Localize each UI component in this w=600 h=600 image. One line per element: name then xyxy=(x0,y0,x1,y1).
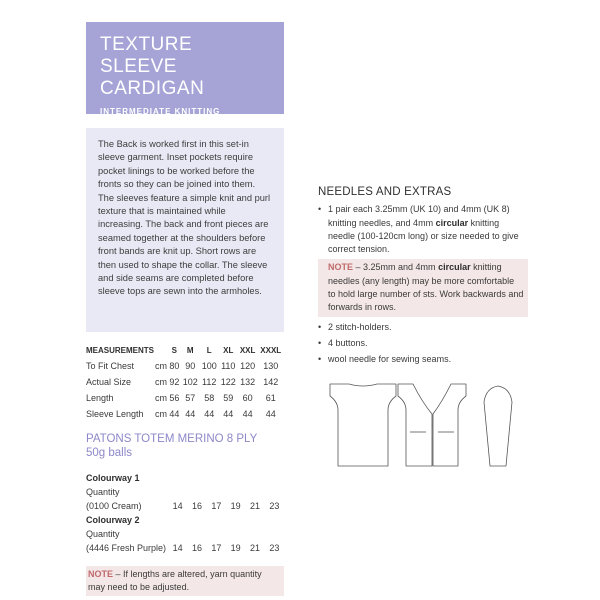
row-unit: cm xyxy=(155,361,168,371)
cell-value: 14 xyxy=(172,543,183,553)
cell-value: 23 xyxy=(269,543,280,553)
cell-value: 16 xyxy=(191,543,202,553)
table-row xyxy=(86,406,284,422)
cell-value: 58 xyxy=(204,393,215,403)
row-unit: cm xyxy=(155,409,168,419)
size-header: L xyxy=(206,345,212,355)
cell-value: 56 xyxy=(169,393,180,403)
cell-value: 44 xyxy=(169,409,180,419)
pattern-title xyxy=(100,34,270,100)
note-label: NOTE xyxy=(88,569,114,579)
title-banner xyxy=(86,22,284,114)
yarn-heading xyxy=(86,432,257,460)
cell-value: 17 xyxy=(211,501,222,511)
cell-value: 44 xyxy=(265,409,276,419)
size-header: XXL xyxy=(239,345,256,355)
needles-heading: NEEDLES AND EXTRAS xyxy=(318,186,452,198)
pattern-title-line2: CARDIGAN xyxy=(100,78,205,99)
table-row xyxy=(86,390,284,406)
back-piece-outline xyxy=(330,384,396,466)
shade-label: (0100 Cream) xyxy=(86,501,142,511)
cell-value: 60 xyxy=(242,393,253,403)
note-text: – If lengths are altered, yarn quantity may need to be adjusted. xyxy=(88,569,262,592)
cell-value: 14 xyxy=(172,501,183,511)
bullet-icon: • xyxy=(318,337,322,348)
size-header: XL xyxy=(223,345,234,355)
needles-note: NOTE – 3.25mm and 4mm circular knitting needles (any length) may be more comfortable to hold large number of sts. Work backwards and forwards in rows. xyxy=(318,259,528,316)
size-header: M xyxy=(186,345,194,355)
list-item: • 1 pair each 3.25mm (UK 10) and 4mm (UK 8) knitting needles, and 4mm circular knitting needle (100-120cm long) or size needed to give correct tension. xyxy=(318,204,519,255)
row-label: Actual Size xyxy=(86,377,132,387)
cell-value: 100 xyxy=(201,361,217,371)
cell-value: 16 xyxy=(191,501,202,511)
table-row xyxy=(86,485,284,499)
cell-value: 59 xyxy=(223,393,234,403)
shade-label: (4446 Fresh Purple) xyxy=(86,543,167,553)
colourway-name: Colourway 1 xyxy=(86,473,140,483)
quantity-label: Quantity xyxy=(86,487,120,497)
cell-value: 102 xyxy=(182,377,198,387)
measurements-header-row xyxy=(86,342,284,358)
cell-value: 44 xyxy=(242,409,253,419)
needles-and-extras-section xyxy=(318,186,528,370)
cell-value: 21 xyxy=(249,543,260,553)
note-label: NOTE xyxy=(328,262,354,273)
row-label: To Fit Chest xyxy=(86,361,135,371)
row-label: Length xyxy=(86,393,114,403)
skill-level: INTERMEDIATE KNITTING xyxy=(100,107,221,116)
size-header: XXXL xyxy=(260,345,282,355)
left-front-piece-outline xyxy=(398,384,432,466)
cell-value: 122 xyxy=(220,377,236,387)
cell-value: 19 xyxy=(230,501,241,511)
cell-value: 44 xyxy=(185,409,196,419)
sleeve-piece-outline xyxy=(484,386,512,466)
row-unit: cm xyxy=(155,393,168,403)
bullet-icon: • xyxy=(318,354,322,365)
table-row xyxy=(86,499,284,513)
cell-value: 21 xyxy=(249,501,260,511)
pattern-title-line1: TEXTURE SLEEVE xyxy=(100,34,193,77)
right-front-piece-outline xyxy=(433,384,466,466)
cell-value: 61 xyxy=(265,393,276,403)
table-row xyxy=(86,358,284,374)
cell-value: 17 xyxy=(211,543,222,553)
table-row xyxy=(86,513,284,527)
yarn-note xyxy=(86,566,284,596)
bullet-icon: • xyxy=(318,204,322,215)
table-row xyxy=(86,471,284,485)
cell-value: 110 xyxy=(221,361,236,371)
garment-schematic-diagram xyxy=(316,374,526,474)
cell-value: 90 xyxy=(185,361,196,371)
cell-value: 92 xyxy=(169,377,180,387)
cell-value: 19 xyxy=(230,543,241,553)
list-item: • 2 stitch-holders. xyxy=(318,321,528,334)
list-item: • wool needle for sewing seams. xyxy=(318,353,528,366)
row-unit: cm xyxy=(155,377,168,387)
list-item: • 4 buttons. xyxy=(318,337,528,350)
bullet-icon: • xyxy=(318,321,322,332)
quantity-label: Quantity xyxy=(86,529,120,539)
cell-value: 112 xyxy=(202,377,217,387)
cell-value: 44 xyxy=(204,409,215,419)
table-row xyxy=(86,527,284,541)
cell-value: 142 xyxy=(263,377,279,387)
cell-value: 132 xyxy=(240,377,256,387)
cell-value: 57 xyxy=(185,393,196,403)
table-row xyxy=(86,541,284,555)
cell-value: 120 xyxy=(240,361,256,371)
cell-value: 23 xyxy=(269,501,280,511)
cell-value: 44 xyxy=(223,409,234,419)
measurements-table xyxy=(86,342,284,422)
yarn-name: PATONS TOTEM MERINO 8 PLY xyxy=(86,433,258,445)
yarn-ball-weight: 50g balls xyxy=(86,447,133,459)
colourway-name: Colourway 2 xyxy=(86,515,140,525)
cell-value: 80 xyxy=(169,361,180,371)
size-header: S xyxy=(171,345,178,355)
colourway-table xyxy=(86,471,284,555)
intro-description-panel xyxy=(86,128,284,332)
row-label: Sleeve Length xyxy=(86,409,144,419)
measurements-heading: MEASUREMENTS xyxy=(86,345,155,355)
table-row xyxy=(86,374,284,390)
intro-text: The Back is worked first in this set-in sleeve garment. Inset pockets require pocket linings to be worked before the fronts so they can be joined into them. The sleeves feature a simple knit and purl texture that is maintained while increasing. The back and front pieces are seamed together at the shoulders before front bands are knit up. Short rows are then used to shape the collar. The sleeve and side seams are completed before sleeve tops are sewn into the armholes. xyxy=(98,139,271,297)
cell-value: 130 xyxy=(263,361,279,371)
